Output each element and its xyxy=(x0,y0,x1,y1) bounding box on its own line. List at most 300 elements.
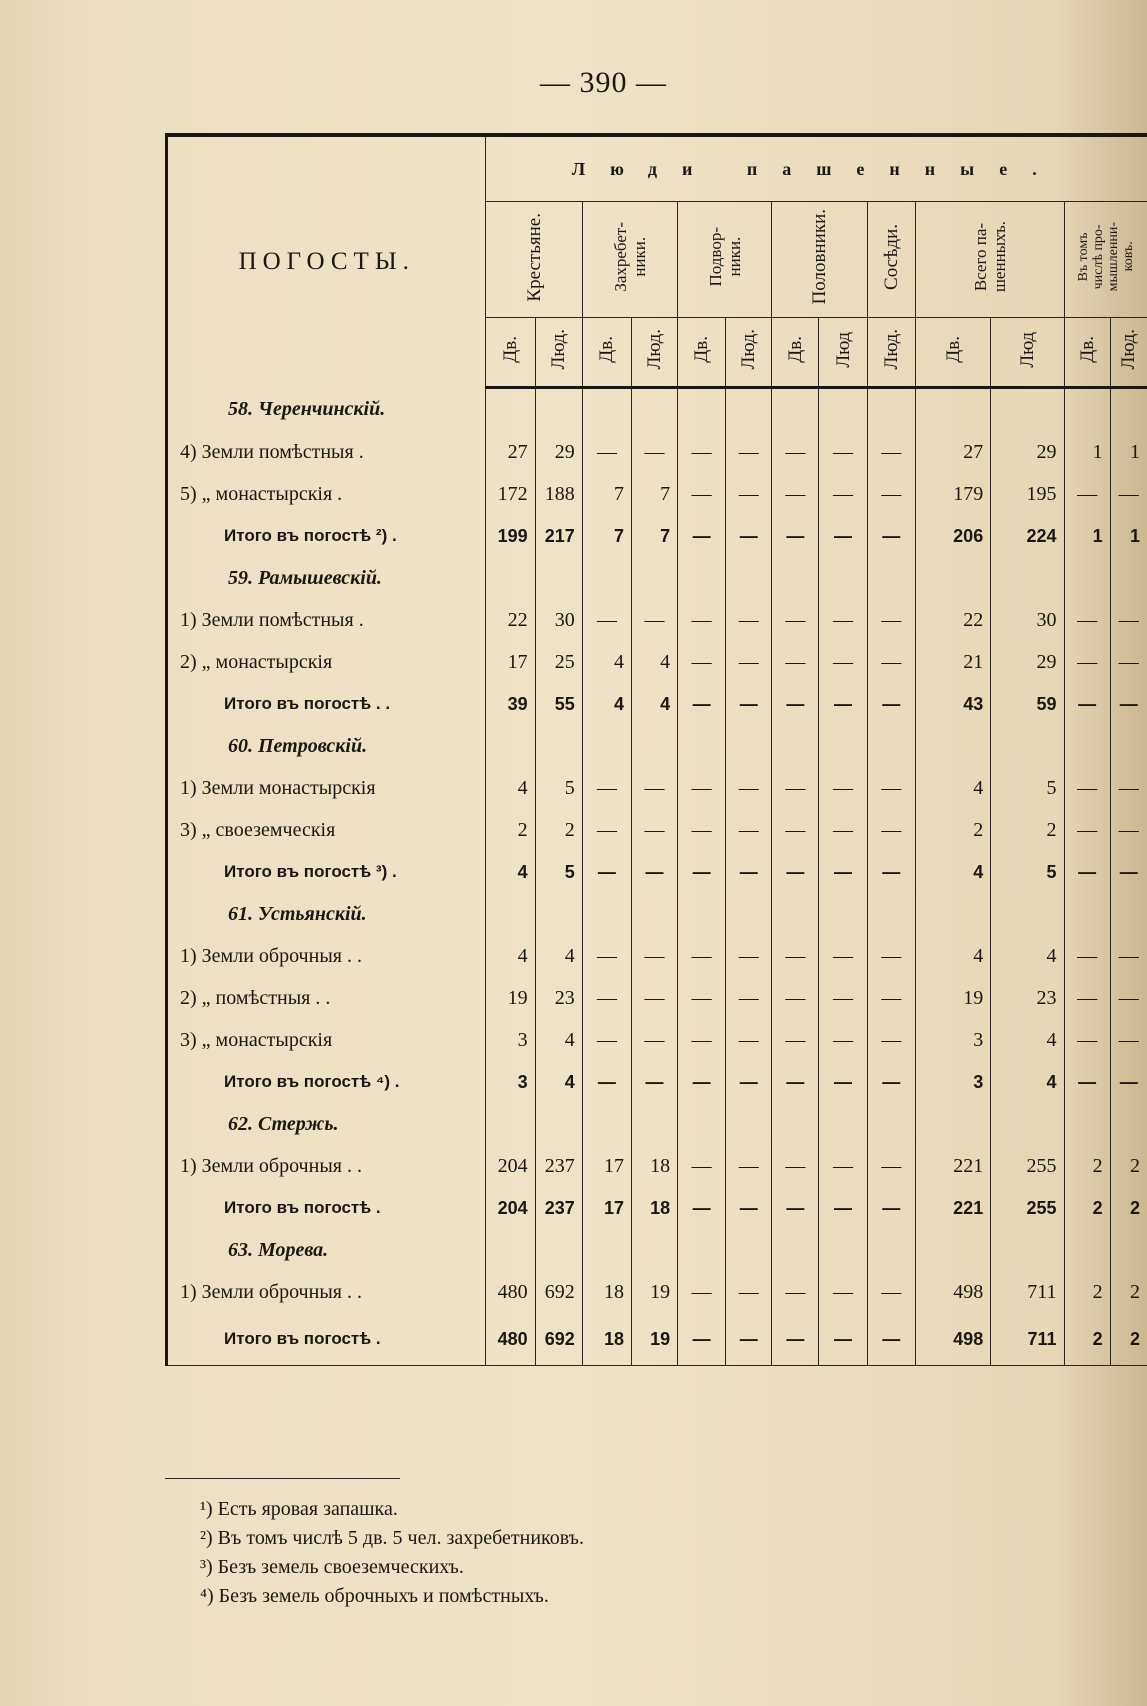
table-cell: — xyxy=(678,683,726,725)
table-cell: 17 xyxy=(582,1145,631,1187)
table-cell xyxy=(486,1103,535,1145)
table-cell: 30 xyxy=(991,599,1064,641)
table-cell: — xyxy=(678,767,726,809)
table-cell xyxy=(726,893,772,935)
table-cell xyxy=(772,893,819,935)
table-cell: 2 xyxy=(486,809,535,851)
table-cell: — xyxy=(1110,809,1147,851)
table-cell: 5 xyxy=(535,767,582,809)
table-cell: — xyxy=(582,431,631,473)
table-cell xyxy=(678,725,726,767)
footnote-mark: ³) xyxy=(200,1556,213,1578)
table-cell: — xyxy=(772,1019,819,1061)
table-cell: — xyxy=(772,977,819,1019)
table-cell xyxy=(535,1229,582,1271)
table-cell: — xyxy=(772,683,819,725)
table-cell xyxy=(632,1229,678,1271)
table-cell: — xyxy=(772,515,819,557)
table-cell: — xyxy=(772,431,819,473)
table-cell: 179 xyxy=(915,473,990,515)
table-cell: 18 xyxy=(582,1313,631,1366)
table-cell: — xyxy=(1064,851,1110,893)
table-cell: — xyxy=(867,473,915,515)
pogost-name: 61. Устьянскій. xyxy=(167,893,486,935)
row-label: 1) Земли монастырскія xyxy=(167,767,486,809)
table-cell: 4 xyxy=(486,767,535,809)
table-cell xyxy=(991,893,1064,935)
table-cell xyxy=(726,1103,772,1145)
table-cell: — xyxy=(678,1019,726,1061)
table-cell xyxy=(582,1229,631,1271)
table-cell xyxy=(867,725,915,767)
table-cell: — xyxy=(867,851,915,893)
table-cell: — xyxy=(867,809,915,851)
table-cell: — xyxy=(582,935,631,977)
table-cell: 7 xyxy=(632,473,678,515)
table-cell: 2 xyxy=(1110,1271,1147,1313)
total-row xyxy=(167,515,1147,557)
table-cell: — xyxy=(819,515,867,557)
table-cell: 217 xyxy=(535,515,582,557)
header-krestyane: Крестьяне. xyxy=(486,202,582,318)
table-cell: — xyxy=(678,515,726,557)
table-cell: — xyxy=(819,641,867,683)
table-cell: — xyxy=(772,935,819,977)
table-cell xyxy=(915,893,990,935)
page-number: — 390 — xyxy=(540,66,667,99)
table-cell: — xyxy=(772,1271,819,1313)
table-cell: — xyxy=(772,473,819,515)
table-cell: — xyxy=(819,1061,867,1103)
row-label: 2) „ монастырскія xyxy=(167,641,486,683)
table-cell xyxy=(991,725,1064,767)
table-cell: 23 xyxy=(535,977,582,1019)
table-cell: — xyxy=(632,851,678,893)
table-cell xyxy=(915,1103,990,1145)
table-cell: 692 xyxy=(535,1313,582,1366)
table-cell: — xyxy=(582,1061,631,1103)
row-label: 3) „ монастырскія xyxy=(167,1019,486,1061)
table-cell: — xyxy=(726,683,772,725)
table-cell: 3 xyxy=(915,1061,990,1103)
pogost-name: 60. Петровскій. xyxy=(167,725,486,767)
row-label: Итого въ погостѣ ²) . xyxy=(167,515,486,557)
table-cell: — xyxy=(582,977,631,1019)
table-cell: — xyxy=(678,977,726,1019)
table-cell: — xyxy=(772,641,819,683)
table-cell: 5 xyxy=(991,851,1064,893)
table-cell: — xyxy=(632,977,678,1019)
table-cell xyxy=(535,557,582,599)
table-cell: 255 xyxy=(991,1145,1064,1187)
table-cell: — xyxy=(678,431,726,473)
table-cell xyxy=(486,557,535,599)
table-cell: 4 xyxy=(535,935,582,977)
table-cell xyxy=(819,725,867,767)
table-cell: 221 xyxy=(915,1145,990,1187)
table-cell: — xyxy=(582,599,631,641)
footnote-mark: ⁴) xyxy=(200,1585,214,1607)
subheader-dv: Дв. xyxy=(1064,318,1110,388)
table-cell: — xyxy=(678,851,726,893)
table-cell: — xyxy=(632,1019,678,1061)
table-cell: 2 xyxy=(1064,1145,1110,1187)
footnote xyxy=(200,1582,584,1611)
table-cell xyxy=(726,388,772,432)
table-cell xyxy=(1110,388,1147,432)
table-cell xyxy=(1064,388,1110,432)
table-cell: — xyxy=(678,1187,726,1229)
row-label: Итого въ погостѣ ⁴) . xyxy=(167,1061,486,1103)
table-cell: 206 xyxy=(915,515,990,557)
table-cell xyxy=(535,893,582,935)
table-cell: 4 xyxy=(632,683,678,725)
table-cell: 237 xyxy=(535,1187,582,1229)
table-cell: 18 xyxy=(632,1145,678,1187)
table-cell: — xyxy=(1064,809,1110,851)
table-cell: — xyxy=(678,935,726,977)
table-cell xyxy=(772,1103,819,1145)
table-cell: — xyxy=(772,1187,819,1229)
table-cell: 4 xyxy=(486,935,535,977)
table-cell xyxy=(819,1103,867,1145)
table-cell xyxy=(726,557,772,599)
table-cell: — xyxy=(1064,683,1110,725)
subheader-lyud: Люд. xyxy=(1110,318,1147,388)
table-cell: — xyxy=(819,431,867,473)
section-heading-row xyxy=(167,893,1147,935)
table-cell: — xyxy=(726,1019,772,1061)
table-cell xyxy=(991,1103,1064,1145)
table-cell xyxy=(819,893,867,935)
table-cell: 4 xyxy=(535,1019,582,1061)
table-cell xyxy=(1064,893,1110,935)
table-cell: 18 xyxy=(582,1271,631,1313)
table-cell: — xyxy=(819,683,867,725)
header-sosedi: Сосѣди. xyxy=(867,202,915,318)
row-label: Итого въ погостѣ . xyxy=(167,1313,486,1366)
header-group-lyudi-pashennye: Люди пашенные. xyxy=(486,135,1147,202)
table-cell: — xyxy=(772,851,819,893)
table-cell: 39 xyxy=(486,683,535,725)
table-cell: — xyxy=(1110,851,1147,893)
table-cell: — xyxy=(819,1313,867,1366)
table-cell: — xyxy=(867,683,915,725)
table-cell xyxy=(486,893,535,935)
table-cell: 2 xyxy=(535,809,582,851)
table-cell: 29 xyxy=(991,641,1064,683)
table-cell: 27 xyxy=(915,431,990,473)
table-cell xyxy=(915,557,990,599)
table-cell: — xyxy=(819,1271,867,1313)
subheader-dv: Дв. xyxy=(486,318,535,388)
table-cell xyxy=(535,725,582,767)
header-promyshlenniki: Въ томъ числѣ про- мышленни- ковъ. xyxy=(1064,202,1147,318)
table-cell: — xyxy=(819,767,867,809)
table-cell: — xyxy=(1064,1061,1110,1103)
table-cell: — xyxy=(772,1061,819,1103)
subheader-lyud: Люд. xyxy=(867,318,915,388)
table-cell: — xyxy=(867,1061,915,1103)
table-cell xyxy=(632,893,678,935)
table-cell: 19 xyxy=(632,1313,678,1366)
table-cell: 480 xyxy=(486,1271,535,1313)
header-podvorniki: Подвор- ники. xyxy=(678,202,772,318)
table-cell: — xyxy=(632,1061,678,1103)
table-cell: 23 xyxy=(991,977,1064,1019)
table-cell: — xyxy=(819,977,867,1019)
table-cell: 27 xyxy=(486,431,535,473)
pogost-name: 62. Стержь. xyxy=(167,1103,486,1145)
pogost-name: 63. Морева. xyxy=(167,1229,486,1271)
table-cell xyxy=(678,388,726,432)
table-cell xyxy=(867,893,915,935)
table-cell: 255 xyxy=(991,1187,1064,1229)
table-cell: 22 xyxy=(486,599,535,641)
table-cell: — xyxy=(1064,977,1110,1019)
table-cell xyxy=(867,388,915,432)
table-cell: — xyxy=(1110,683,1147,725)
table-cell: 21 xyxy=(915,641,990,683)
table-cell: 2 xyxy=(1110,1187,1147,1229)
table-cell: — xyxy=(726,431,772,473)
table-cell: 1 xyxy=(1110,515,1147,557)
table-cell: 2 xyxy=(1110,1313,1147,1366)
table-cell: 17 xyxy=(582,1187,631,1229)
table-cell: 1 xyxy=(1064,515,1110,557)
table-cell xyxy=(1064,557,1110,599)
table-cell: 1 xyxy=(1110,431,1147,473)
table-cell: — xyxy=(726,767,772,809)
table-cell xyxy=(772,1229,819,1271)
table-cell: 224 xyxy=(991,515,1064,557)
total-row xyxy=(167,1061,1147,1103)
table-cell: — xyxy=(726,851,772,893)
table-cell: 195 xyxy=(991,473,1064,515)
table-cell: 692 xyxy=(535,1271,582,1313)
table-cell: — xyxy=(819,473,867,515)
table-row xyxy=(167,1019,1147,1061)
table-cell: — xyxy=(772,1313,819,1366)
table-row xyxy=(167,473,1147,515)
table-cell: 1 xyxy=(1064,431,1110,473)
table-cell: 4 xyxy=(991,935,1064,977)
table-cell xyxy=(915,1229,990,1271)
row-label: 1) Земли оброчныя . . xyxy=(167,1145,486,1187)
footnote xyxy=(200,1553,584,1582)
table-cell: — xyxy=(582,851,631,893)
table-cell: 188 xyxy=(535,473,582,515)
table-cell: — xyxy=(678,473,726,515)
table-cell: — xyxy=(582,809,631,851)
table-cell xyxy=(1064,1103,1110,1145)
header-zakhrebetniki: Захребет- ники. xyxy=(582,202,677,318)
table-cell: — xyxy=(867,1271,915,1313)
table-cell: — xyxy=(1064,767,1110,809)
table-cell xyxy=(867,557,915,599)
table-cell: 5 xyxy=(991,767,1064,809)
table-cell: — xyxy=(726,599,772,641)
table-cell: 29 xyxy=(991,431,1064,473)
table-cell: — xyxy=(1064,935,1110,977)
table-cell: — xyxy=(819,1145,867,1187)
header-vsego-pashennykh: Всего па- шенныхъ. xyxy=(915,202,1064,318)
footnote-text: Есть яровая запашка. xyxy=(217,1498,398,1520)
table-cell: 59 xyxy=(991,683,1064,725)
table-cell: — xyxy=(1110,599,1147,641)
table-cell: — xyxy=(867,515,915,557)
table-cell: — xyxy=(1110,767,1147,809)
subheader-lyud: Люд. xyxy=(535,318,582,388)
table-cell xyxy=(1064,1229,1110,1271)
table-cell: 711 xyxy=(991,1313,1064,1366)
table-cell: — xyxy=(1110,935,1147,977)
table-cell: — xyxy=(819,935,867,977)
table-cell: — xyxy=(867,599,915,641)
table-cell xyxy=(582,388,631,432)
table-cell: — xyxy=(867,977,915,1019)
table-cell: 204 xyxy=(486,1145,535,1187)
footnote-rule xyxy=(165,1478,400,1479)
table-cell: 2 xyxy=(991,809,1064,851)
subheader-lyud: Люд. xyxy=(632,318,678,388)
subheader-dv: Дв. xyxy=(678,318,726,388)
table-cell: — xyxy=(632,809,678,851)
table-cell: 221 xyxy=(915,1187,990,1229)
table-cell: — xyxy=(678,1271,726,1313)
table-cell: 19 xyxy=(632,1271,678,1313)
table-cell: 22 xyxy=(915,599,990,641)
table-cell: 4 xyxy=(915,767,990,809)
row-label: 1) Земли оброчныя . . xyxy=(167,935,486,977)
table-cell: — xyxy=(1064,473,1110,515)
footnote-text: Безъ земель своеземческихъ. xyxy=(217,1556,464,1578)
table-cell: — xyxy=(819,599,867,641)
table-cell: 7 xyxy=(582,515,631,557)
table-cell: — xyxy=(632,431,678,473)
header-pogosty: ПОГОСТЫ. xyxy=(167,135,486,388)
table-cell: — xyxy=(1110,1061,1147,1103)
subheader-lyud: Люд xyxy=(819,318,867,388)
table-row xyxy=(167,1145,1147,1187)
table-cell: — xyxy=(726,1061,772,1103)
table-cell xyxy=(582,1103,631,1145)
table-cell xyxy=(632,557,678,599)
row-label: 2) „ помѣстныя . . xyxy=(167,977,486,1019)
table-cell: 480 xyxy=(486,1313,535,1366)
table-cell: 237 xyxy=(535,1145,582,1187)
table-cell: — xyxy=(819,1019,867,1061)
section-heading-row xyxy=(167,557,1147,599)
table-row xyxy=(167,935,1147,977)
table-cell: 4 xyxy=(991,1061,1064,1103)
table-cell xyxy=(582,893,631,935)
table-cell: — xyxy=(678,641,726,683)
subheader-dv: Дв. xyxy=(915,318,990,388)
table-cell xyxy=(1110,557,1147,599)
table-cell: 4 xyxy=(582,641,631,683)
section-heading-row xyxy=(167,388,1147,432)
table-cell: — xyxy=(726,1145,772,1187)
table-cell xyxy=(486,388,535,432)
table-cell: — xyxy=(772,767,819,809)
table-cell xyxy=(678,1229,726,1271)
subheader-dv: Дв. xyxy=(772,318,819,388)
table-cell: — xyxy=(726,473,772,515)
table-cell: — xyxy=(819,809,867,851)
row-label: Итого въ погостѣ . xyxy=(167,1187,486,1229)
table-cell: — xyxy=(867,1313,915,1366)
table-cell: 43 xyxy=(915,683,990,725)
table-cell: — xyxy=(867,1145,915,1187)
table-cell: 19 xyxy=(915,977,990,1019)
subheader-lyud: Люд xyxy=(991,318,1064,388)
table-cell xyxy=(1110,893,1147,935)
table-cell: — xyxy=(678,1145,726,1187)
table-cell xyxy=(726,1229,772,1271)
table-body xyxy=(167,388,1147,1366)
table-cell: 2 xyxy=(1110,1145,1147,1187)
table-cell: — xyxy=(726,641,772,683)
table-cell: — xyxy=(632,767,678,809)
table-cell: 17 xyxy=(486,641,535,683)
table-cell xyxy=(991,388,1064,432)
header-polovniki: Половники. xyxy=(772,202,867,318)
row-label: 4) Земли помѣстныя . xyxy=(167,431,486,473)
row-label: Итого въ погостѣ ³) . xyxy=(167,851,486,893)
total-row xyxy=(167,851,1147,893)
table-cell: 2 xyxy=(1064,1271,1110,1313)
table-cell xyxy=(915,388,990,432)
section-heading-row xyxy=(167,1103,1147,1145)
table-row xyxy=(167,431,1147,473)
table-cell: — xyxy=(582,1019,631,1061)
table-cell: — xyxy=(867,641,915,683)
table-cell: 2 xyxy=(915,809,990,851)
table-cell: — xyxy=(726,977,772,1019)
footnote xyxy=(200,1524,584,1553)
table-cell xyxy=(632,1103,678,1145)
table-cell: 4 xyxy=(582,683,631,725)
table-cell xyxy=(726,725,772,767)
table-row xyxy=(167,977,1147,1019)
table-cell xyxy=(582,725,631,767)
table-cell xyxy=(991,557,1064,599)
row-label: 5) „ монастырскія . xyxy=(167,473,486,515)
table-cell xyxy=(867,1229,915,1271)
table-cell: — xyxy=(867,1187,915,1229)
footnotes xyxy=(200,1495,584,1611)
table-cell xyxy=(1110,725,1147,767)
table-cell: 4 xyxy=(632,641,678,683)
table-cell: — xyxy=(867,1019,915,1061)
table-cell: — xyxy=(678,809,726,851)
table-cell: 7 xyxy=(582,473,631,515)
table-row xyxy=(167,809,1147,851)
table-cell xyxy=(1110,1103,1147,1145)
table-row xyxy=(167,1271,1147,1313)
total-row xyxy=(167,683,1147,725)
table-cell: 30 xyxy=(535,599,582,641)
table-cell: 19 xyxy=(486,977,535,1019)
table-cell: — xyxy=(1064,599,1110,641)
table-cell xyxy=(772,725,819,767)
section-heading-row xyxy=(167,725,1147,767)
table-cell xyxy=(819,1229,867,1271)
table-cell xyxy=(632,388,678,432)
table-cell: 55 xyxy=(535,683,582,725)
subheader-dv: Дв. xyxy=(582,318,631,388)
